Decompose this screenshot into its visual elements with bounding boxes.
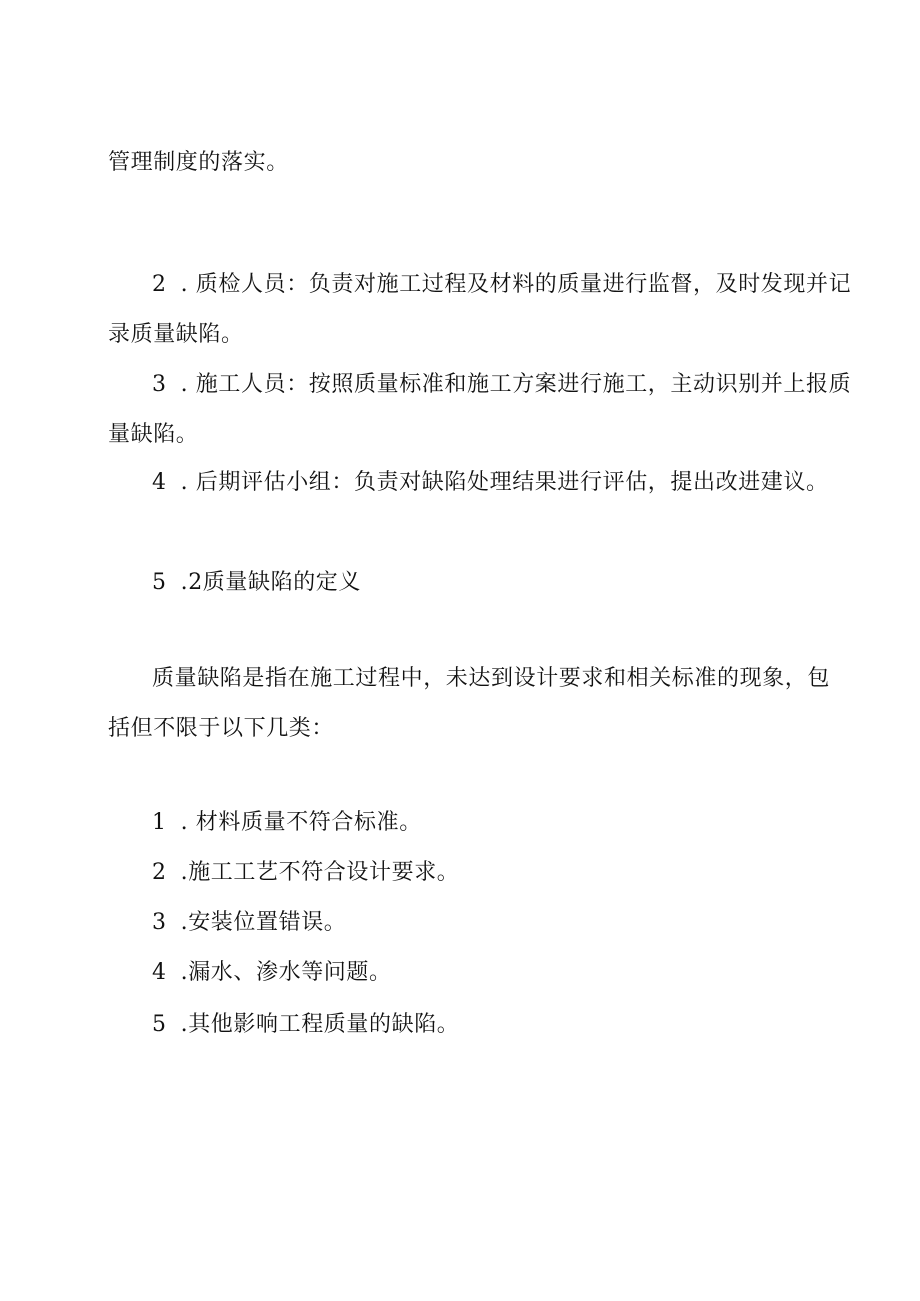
list-item (152, 270, 851, 300)
list-text: . 后期评估小组：负责对缺陷处理结果进行评估，提出改进建议。 (180, 470, 829, 495)
list-text: 量缺陷。 (108, 422, 199, 447)
list-number: 2 (152, 860, 167, 885)
list-number: 3 (152, 372, 167, 397)
list-item (152, 858, 459, 888)
list-item (152, 908, 346, 938)
section-heading (152, 568, 361, 598)
list-number: 5 (152, 1012, 167, 1037)
list-text: 录质量缺陷。 (108, 322, 244, 347)
list-number: 3 (152, 910, 167, 935)
list-number: 2 (152, 272, 167, 297)
list-text: .施工工艺不符合设计要求。 (180, 860, 460, 885)
list-text: .安装位置错误。 (180, 910, 347, 935)
list-text: . 施工人员：按照质量标准和施工方案进行施工，主动识别并上报质 (180, 372, 852, 397)
list-item-continuation (108, 420, 198, 450)
list-item (152, 370, 851, 400)
list-text: . 材料质量不符合标准。 (180, 810, 422, 835)
list-item-continuation (108, 320, 244, 350)
list-text: . 质检人员：负责对施工过程及材料的质量进行监督，及时发现并记 (180, 272, 852, 297)
list-item (152, 1010, 459, 1040)
list-item (152, 808, 422, 838)
intro-tail-text: 管理制度的落实。 (108, 150, 289, 175)
definition-text: 括但不限于以下几类： (108, 716, 335, 741)
list-number: 1 (152, 810, 167, 835)
list-text: .漏水、渗水等问题。 (180, 960, 392, 985)
section-title: .2质量缺陷的定义 (180, 570, 362, 595)
list-number: 4 (152, 960, 167, 985)
list-item (152, 468, 829, 498)
definition-text: 质量缺陷是指在施工过程中，未达到设计要求和相关标准的现象，包 (152, 666, 831, 691)
paragraph-line (108, 148, 289, 178)
list-number: 4 (152, 470, 167, 495)
list-text: .其他影响工程质量的缺陷。 (180, 1012, 460, 1037)
paragraph-line (108, 714, 334, 744)
section-number: 5 (152, 570, 167, 595)
list-item (152, 958, 392, 988)
paragraph-line (152, 664, 830, 694)
